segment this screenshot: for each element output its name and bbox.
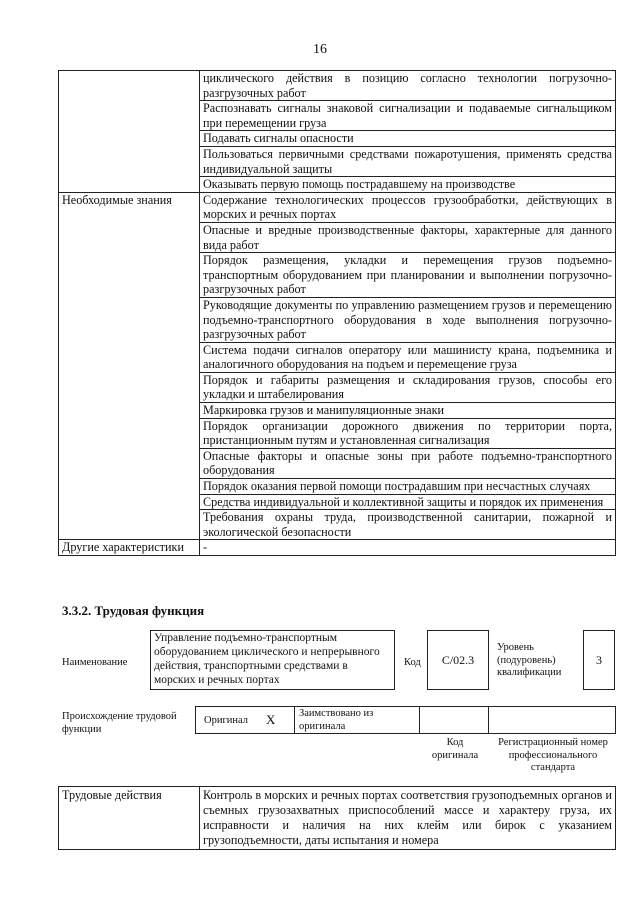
skill-item: Пользоваться первичными средствами пожаротушения, применять средства индивидуальной защиты [200, 146, 616, 176]
page-number: 16 [313, 42, 327, 57]
knowledge-item: Средства индивидуальной и коллективной защиты и порядок их применения [200, 494, 616, 510]
knowledge-item: Система подачи сигналов оператору или машинисту крана, подъемника и аналогичного оборудования на подъем и перемещение груза [200, 342, 616, 372]
knowledge-item: Порядок размещения, укладки и перемещения грузов подъемно-транспортным оборудованием при планировании и выполнении погрузочно-разгрузочных работ [200, 253, 616, 298]
borrowed-cell: Заимствовано из оригинала [294, 706, 420, 734]
other-value: - [200, 540, 616, 556]
level-value: 3 [583, 630, 615, 690]
origin-label: Происхождение трудовой функции [62, 711, 177, 735]
knowledge-item: Руководящие документы по управлению размещением грузов и перемещению подъемно-транспортного оборудования в ходе выполнения погрузочно-разгрузочных работ [200, 297, 616, 342]
knowledge-item: Опасные и вредные производственные факторы, характерные для данного вида работ [200, 222, 616, 252]
function-name: Управление подъемно-транспортным оборудованием циклического и непрерывного действия, транспортными средствами в морских и речных портах [150, 630, 395, 690]
origin-code-cell [419, 706, 489, 734]
original-cell [195, 706, 295, 734]
knowledge-item: Порядок оказания первой помощи пострадавшим при несчастных случаях [200, 479, 616, 495]
skill-item: Оказывать первую помощь пострадавшему на производстве [200, 177, 616, 193]
skill-item: Подавать сигналы опасности [200, 131, 616, 147]
name-label: Наименование [62, 657, 128, 668]
section-title: 3.3.2. Трудовая функция [62, 603, 205, 618]
labor-actions-table [58, 786, 616, 850]
actions-text: Контроль в морских и речных портах соответствия грузоподъемных органов и съемных грузозахватных приспособлений массе и характеру груза, их исправности и наличия на них клейм или бирок с указанием грузоподъемности, даты испытания и номера [200, 787, 616, 850]
function-code: C/02.3 [427, 630, 489, 690]
knowledge-item: Содержание технологических процессов грузообработки, действующих в морских и речных портах [200, 192, 616, 222]
skill-item: циклического действия в позицию согласно технологии погрузочно-разгрузочных работ [200, 71, 616, 101]
reg-number-caption: Регистрационный номер профессионального стандарта [498, 737, 608, 773]
knowledge-item: Маркировка грузов и манипуляционные знаки [200, 403, 616, 419]
knowledge-item: Порядок организации дорожного движения по территории порта, пристанционным путям и установленная сигнализация [200, 418, 616, 448]
actions-label: Трудовые действия [59, 787, 200, 850]
other-label: Другие характеристики [59, 540, 200, 556]
level-label: Уровень (подуровень) квалификации [497, 642, 562, 678]
reg-number-cell [488, 706, 616, 734]
skill-item: Распознавать сигналы знаковой сигнализации и подаваемые сигнальщиком при перемещении груза [200, 101, 616, 131]
origin-code-caption: Код оригинала [431, 737, 479, 761]
knowledge-item: Опасные факторы и опасные зоны при работе подъемно-транспортного оборудования [200, 448, 616, 478]
knowledge-label: Необходимые знания [59, 192, 200, 540]
code-label: Код [404, 657, 421, 668]
knowledge-item: Порядок и габариты размещения и складирования грузов, способы его укладки и штабелирования [200, 372, 616, 402]
knowledge-item: Требования охраны труда, производственной санитарии, пожарной и экологической безопасности [200, 510, 616, 540]
skills-knowledge-table [58, 70, 616, 556]
original-label: Оригинал [204, 715, 248, 726]
skills-label-cell [59, 71, 200, 193]
original-mark: X [266, 712, 276, 727]
